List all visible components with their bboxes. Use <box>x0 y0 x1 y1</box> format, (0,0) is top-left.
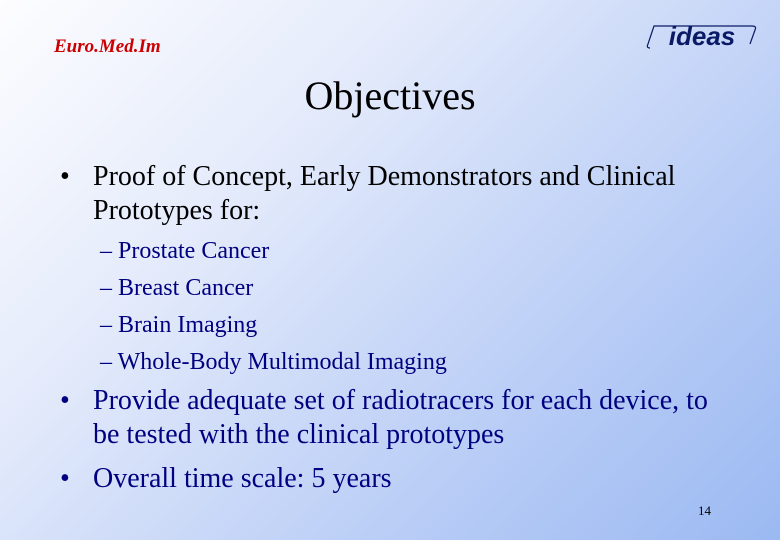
page-number: 14 <box>698 503 711 518</box>
bullet-item <box>60 384 740 452</box>
bullet-text: Provide adequate set of radiotracers for each device, to be tested with the clinical prototypes <box>93 385 708 450</box>
slide-title: Objectives <box>304 73 476 118</box>
bullet-item <box>60 160 740 228</box>
bullet-marker: • <box>60 385 70 416</box>
sub-bullet-item: – Prostate Cancer <box>100 238 270 264</box>
logo-text: ideas <box>668 21 736 51</box>
bullet-marker: • <box>60 463 70 494</box>
sub-bullet-item: – Whole-Body Multimodal Imaging <box>100 349 447 375</box>
bullet-item <box>60 462 740 496</box>
sub-bullet-item: – Breast Cancer <box>100 275 254 301</box>
brand-label: Euro.Med.Im <box>54 36 161 57</box>
bullet-text: Proof of Concept, Early Demonstrators and Clinical Prototypes for: <box>93 161 676 226</box>
ideas-logo <box>646 14 758 54</box>
bullet-marker: • <box>60 161 70 192</box>
bullet-text: Overall time scale: 5 years <box>93 463 392 494</box>
sub-bullet-item: – Brain Imaging <box>100 312 258 338</box>
